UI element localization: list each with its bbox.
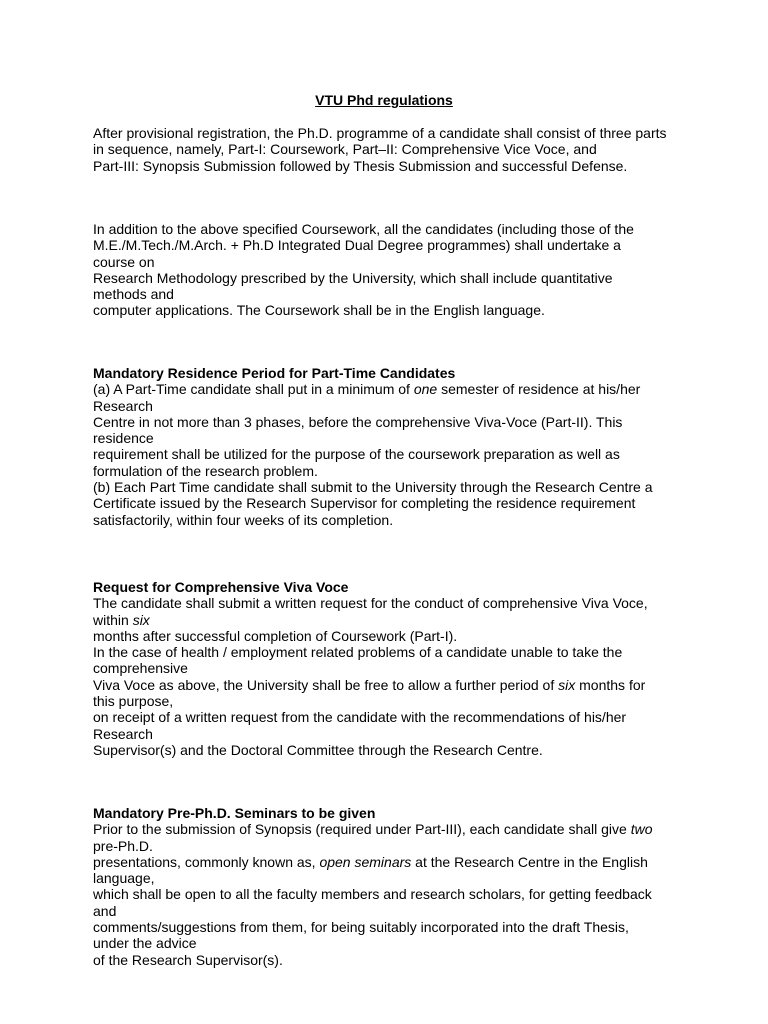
residence-section [93,365,733,528]
text-line: Certificate issued by the Research Supervisor for completing the residence requirement [93,495,636,512]
text-line: course on [93,253,155,270]
viva-section [93,579,733,758]
text-line: in sequence, namely, Part-I: Coursework, Part–II: Comprehensive Vice Voce, and [93,141,597,158]
text-line: requirement shall be utilized for the purpose of the coursework preparation as well as [93,446,620,463]
text-line: In addition to the above specified Coursework, all the candidates (including those of the [93,221,634,237]
text-line [93,677,733,693]
emphasis-text: six [558,676,576,693]
intro-paragraph [93,125,733,174]
text-line: and [93,902,117,919]
text-line: months after successful completion of Coursework (Part-I). [93,627,458,644]
text-line: of the Research Supervisor(s). [93,951,283,968]
text-line: under the advice [93,935,197,952]
emphasis-text: open seminars [319,853,412,870]
text-span: (a) A Part-Time candidate shall put in a minimum of [93,381,414,398]
text-line: Research [93,725,153,742]
text-span: Viva Voce as above, the University shall be free to allow a further period of [93,676,559,693]
text-line: satisfactorily, within four weeks of its completion. [93,511,394,528]
text-span: presentations, commonly known as, [93,853,320,870]
text-line: Part-III: Synopsis Submission followed by Thesis Submission and successful Defense. [93,157,628,174]
text-line [93,381,733,397]
text-line: (b) Each Part Time candidate shall submit to the University through the Research Centre a [93,479,653,496]
text-span: months for [575,676,646,693]
text-line [93,854,733,870]
text-line: comprehensive [93,660,188,677]
text-line [93,612,733,628]
text-line: comments/suggestions from them, for being suitably incorporated into the draft Thesis, [93,919,629,936]
text-line: language, [93,870,155,887]
text-span: Prior to the submission of Synopsis (required under Part-III), each candidate shall give [93,821,631,838]
text-line: Centre in not more than 3 phases, before the comprehensive Viva-Voce (Part-II). This [93,413,623,430]
text-line: Research Methodology prescribed by the University, which shall include quantitative [93,269,613,286]
text-line: M.E./M.Tech./M.Arch. + Ph.D Integrated Dual Degree programmes) shall undertake a [93,237,621,254]
seminars-section [93,805,733,968]
coursework-paragraph [93,221,733,319]
text-span: at the Research Centre in the English [411,853,648,870]
text-line: this purpose, [93,693,174,710]
document-title: VTU Phd regulations [315,92,453,108]
text-line: pre-Ph.D. [93,837,153,854]
section-heading: Mandatory Pre-Ph.D. Seminars to be given [93,805,376,821]
section-heading: Request for Comprehensive Viva Voce [93,579,349,595]
text-line: on receipt of a written request from the candidate with the recommendations of his/her [93,709,627,726]
text-line: Supervisor(s) and the Doctoral Committee through the Research Centre. [93,741,543,758]
text-line: Research [93,397,153,414]
text-line: residence [93,430,154,447]
section-heading: Mandatory Residence Period for Part-Time Candidates [93,365,456,381]
emphasis-text: two [630,821,653,838]
emphasis-text: one [413,381,438,398]
text-line: The candidate shall submit a written request for the conduct of comprehensive Viva Voce, [93,595,648,612]
text-span: within [93,611,133,628]
text-line: methods and [93,286,174,303]
text-line: which shall be open to all the faculty members and research scholars, for getting feedback [93,886,652,903]
text-line: formulation of the research problem. [93,462,318,479]
text-line [93,821,733,837]
text-line: After provisional registration, the Ph.D. programme of a candidate shall consist of three parts [93,125,667,141]
emphasis-text: six [132,611,150,628]
text-line: computer applications. The Coursework shall be in the English language. [93,302,545,319]
text-line: In the case of health / employment related problems of a candidate unable to take the [93,644,623,661]
text-span: semester of residence at his/her [437,381,641,398]
